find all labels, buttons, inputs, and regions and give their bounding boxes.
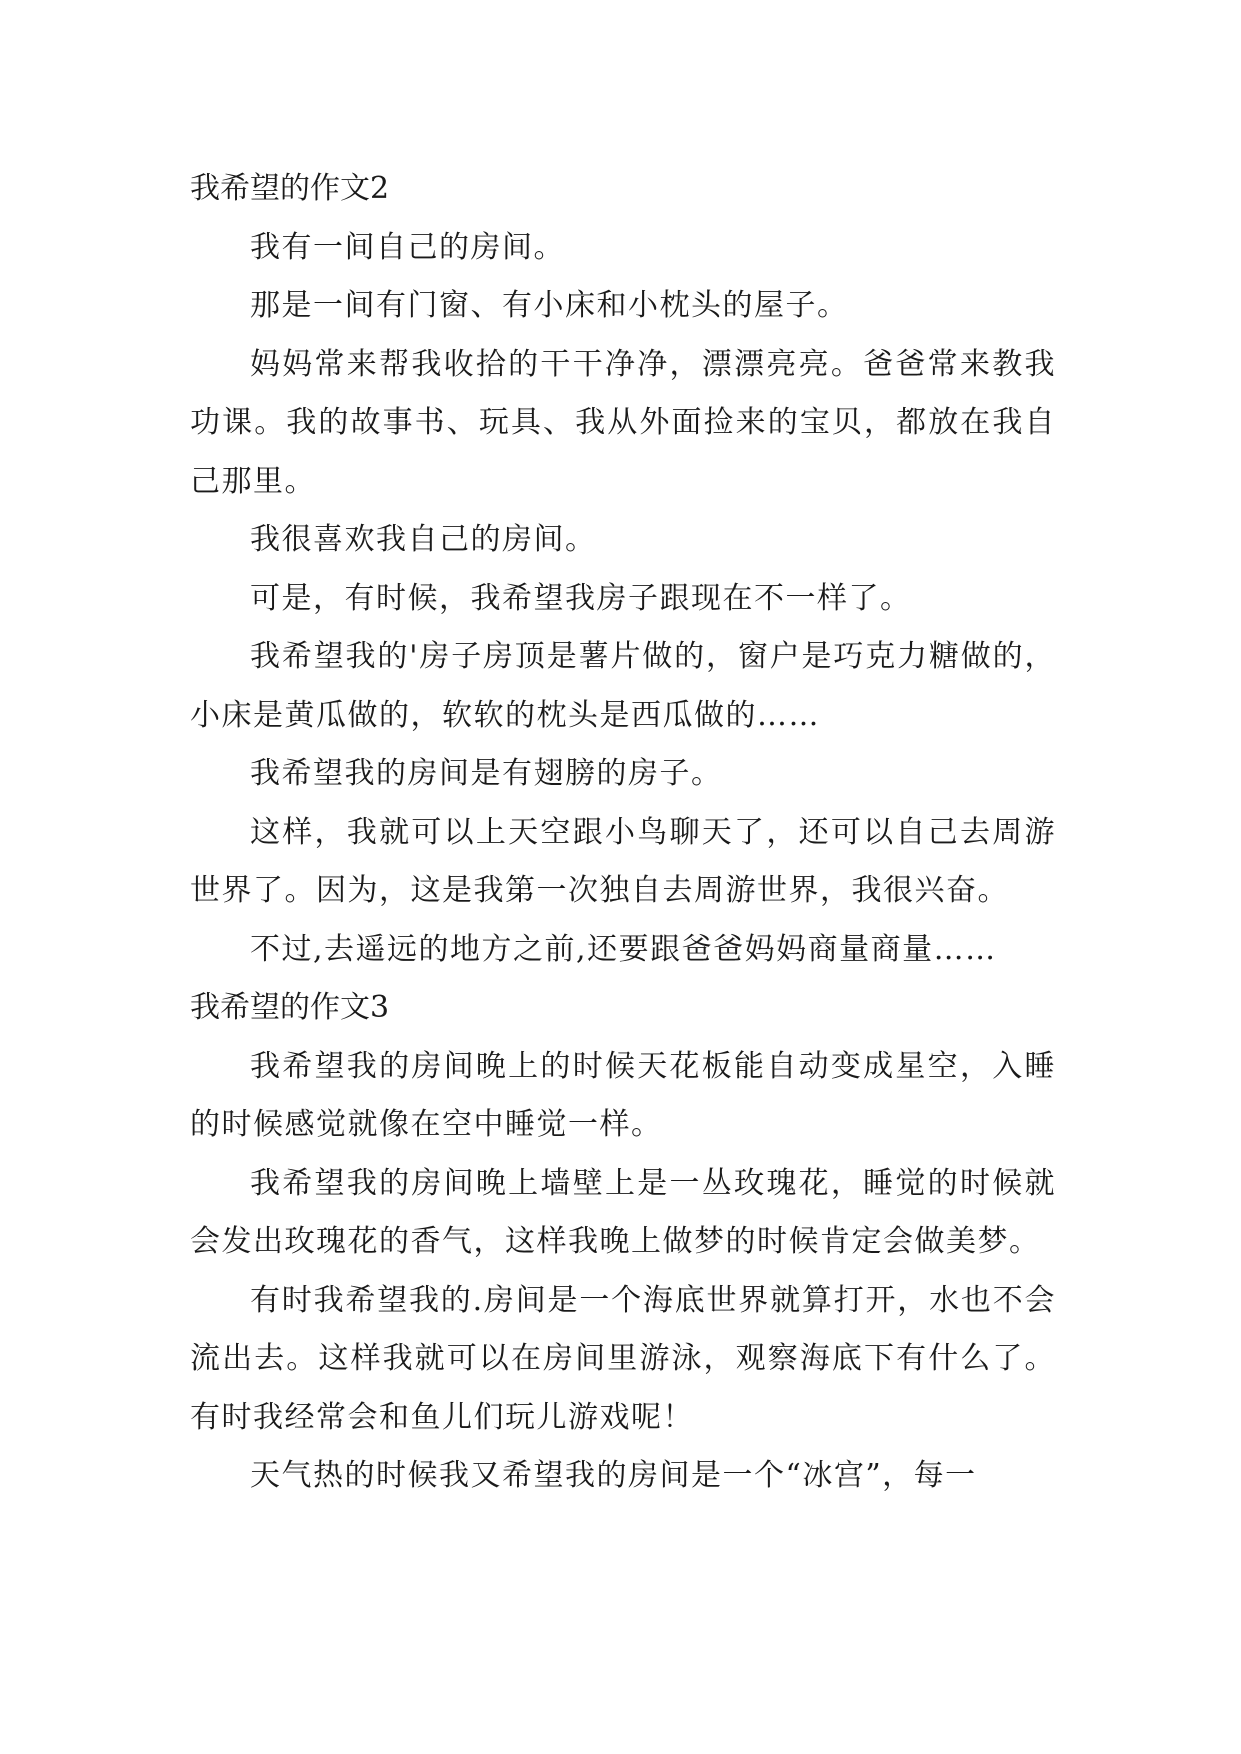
document-page: [190, 160, 1056, 1506]
paragraph: 我希望我的房间晚上的时候天花板能自动变成星空，入睡的时候感觉就像在空中睡觉一样。: [190, 1048, 1056, 1142]
paragraph: 不过,去遥远的地方之前,还要跟爸爸妈妈商量商量……: [250, 931, 997, 967]
paragraph: 那是一间有门窗、有小床和小枕头的屋子。: [250, 288, 849, 323]
paragraph: 天气热的时候我又希望我的房间是一个“冰宫”，每一: [250, 1458, 977, 1493]
section-heading: 我希望的作文3: [190, 990, 390, 1025]
paragraph: 可是，有时候，我希望我房子跟现在不一样了。: [250, 580, 912, 616]
essay-section-2: [190, 160, 1056, 979]
paragraph: 这样，我就可以上天空跟小鸟聊天了，还可以自己去周游世界了。因为，这是我第一次独自去周游世界，我很兴奋。: [190, 814, 1056, 908]
paragraph: 妈妈常来帮我收拾的干干净净，漂漂亮亮。爸爸常来教我功课。我的故事书、玩具、我从外面捡来的宝贝，都放在我自己那里。: [190, 346, 1056, 499]
paragraph: 我很喜欢我自己的房间。: [250, 522, 597, 557]
paragraph: 我希望我的房间晚上墙壁上是一丛玫瑰花，睡觉的时候就会发出玫瑰花的香气，这样我晚上做梦的时候肯定会做美梦。: [190, 1165, 1056, 1259]
section-heading: 我希望的作文2: [190, 171, 390, 206]
paragraph: 有时我希望我的.房间是一个海底世界就算打开，水也不会流出去。这样我就可以在房间里游泳，观察海底下有什么了。有时我经常会和鱼儿们玩儿游戏呢！: [190, 1282, 1056, 1435]
paragraph: 我希望我的房间是有翅膀的房子。: [250, 756, 723, 791]
paragraph: 我希望我的'房子房顶是薯片做的，窗户是巧克力糖做的，小床是黄瓜做的，软软的枕头是西瓜做的……: [190, 639, 1056, 733]
essay-section-3: [190, 979, 1056, 1506]
paragraph: 我有一间自己的房间。: [250, 229, 565, 265]
